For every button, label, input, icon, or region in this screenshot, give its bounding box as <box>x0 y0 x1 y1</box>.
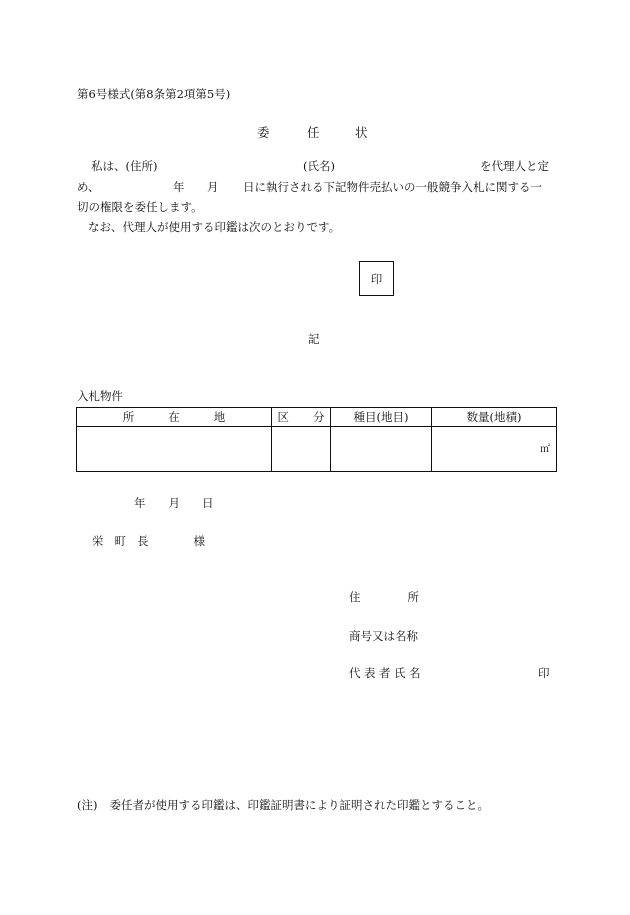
bid-items-label: 入札物件 <box>77 389 123 403</box>
signer-rep-label: 代表者氏名 <box>349 666 424 680</box>
year-label: 年 <box>173 180 185 194</box>
date-month: 月 <box>168 496 180 510</box>
title-char-2: 任 <box>307 125 320 140</box>
seal-box <box>359 261 394 296</box>
header-division-c1: 区 <box>277 410 289 424</box>
footnote-prefix: (注) <box>77 798 98 812</box>
footnote-text: 委任者が使用する印鑑は、印鑑証明書により証明された印鑑とすること。 <box>109 798 489 812</box>
address-label-c2: 所 <box>407 590 419 604</box>
header-location-c3: 地 <box>213 410 226 424</box>
name-prefix: (氏名) <box>303 159 335 173</box>
header-division-c2: 分 <box>313 410 325 424</box>
cell-location <box>77 427 272 472</box>
ki-heading: 記 <box>308 332 320 346</box>
month-label: 月 <box>207 180 219 194</box>
bid-items-table <box>76 407 557 472</box>
paragraph-line-4 <box>77 219 340 235</box>
header-location <box>77 408 272 427</box>
address-label-c1: 住 <box>349 590 361 604</box>
signer-company-label: 商号又は名称 <box>349 629 418 643</box>
paragraph-line-3: 切の権限を委任します。 <box>77 200 203 214</box>
header-division <box>272 408 331 427</box>
date-day: 日 <box>202 496 214 510</box>
cell-category <box>331 427 432 472</box>
title-char-3: 状 <box>355 125 368 140</box>
header-location-c2: 在 <box>168 410 180 424</box>
addressee-c1: 栄 <box>92 534 104 548</box>
paragraph-me: め、 <box>77 180 100 194</box>
paragraph-line-2 <box>77 179 555 195</box>
signer-address-label <box>349 589 419 605</box>
address-prefix: 私は、(住所) <box>91 159 158 173</box>
paragraph-line-1 <box>77 158 555 174</box>
table-header-row <box>77 408 557 427</box>
addressee-honorific: 様 <box>193 534 205 548</box>
unit-sqm: ㎡ <box>540 444 550 455</box>
footnote <box>77 797 489 813</box>
header-quantity: 数量(地積) <box>432 408 557 427</box>
document-title <box>257 123 368 141</box>
form-number: 第6号様式(第8条第2項第5号) <box>77 87 231 101</box>
header-location-c1: 所 <box>122 410 135 424</box>
execution-text: 日に執行される下記物件売払いの一般競争入札に関する一 <box>243 180 542 194</box>
seal-notice: なお、代理人が使用する印鑑は次のとおりです。 <box>88 220 341 234</box>
addressee <box>92 533 205 549</box>
header-category: 種目(地目) <box>331 408 432 427</box>
date-line <box>134 495 214 511</box>
cell-quantity <box>432 427 557 472</box>
addressee-c2: 町 <box>114 534 126 548</box>
signer-seal-mark: 印 <box>538 666 550 680</box>
seal-mark: 印 <box>370 271 383 286</box>
date-year: 年 <box>134 496 146 510</box>
table-row <box>77 427 557 472</box>
addressee-c3: 長 <box>137 534 149 548</box>
cell-division <box>272 427 331 472</box>
title-char-1: 委 <box>257 125 270 140</box>
agent-text: を代理人と定 <box>480 159 549 173</box>
